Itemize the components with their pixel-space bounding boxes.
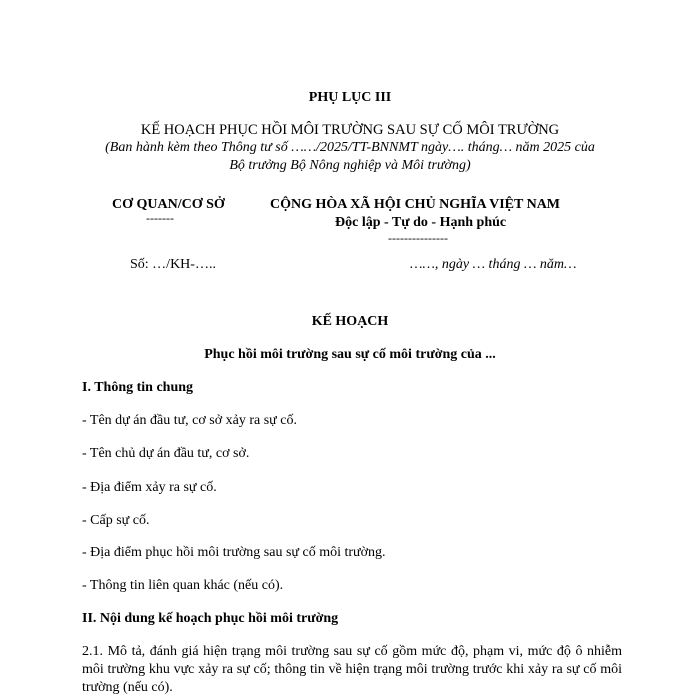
issuance-note-line1: (Ban hành kèm theo Thông tư số ……/2025/TT-BNNMT ngày…. tháng… năm 2025 của bbox=[105, 140, 595, 155]
national-motto: Độc lập - Tự do - Hạnh phúc bbox=[335, 215, 507, 230]
section-1-item: - Cấp sự cố. bbox=[82, 513, 150, 528]
section-1-item: - Địa điểm phục hồi môi trường sau sự cố môi trường. bbox=[82, 545, 386, 560]
agency-name: CƠ QUAN/CƠ SỞ bbox=[112, 197, 225, 212]
plan-subject: Phục hồi môi trường sau sự cố môi trường của ... bbox=[204, 347, 496, 362]
motto-divider: --------------- bbox=[388, 231, 448, 245]
section-1-item: - Địa điểm xảy ra sự cố. bbox=[82, 480, 217, 495]
agency-divider: ------- bbox=[146, 211, 174, 225]
section-2-heading: II. Nội dung kế hoạch phục hồi môi trường bbox=[82, 611, 339, 626]
issuance-note-line2: Bộ trưởng Bộ Nông nghiệp và Môi trường) bbox=[229, 158, 471, 173]
section-1-heading: I. Thông tin chung bbox=[82, 380, 194, 395]
section-2-1-paragraph: 2.1. Mô tả, đánh giá hiện trạng môi trường sau sự cố gồm mức độ, phạm vi, mức độ ô nhiễm môi trường khu vực xảy ra sự cố; thông tin về hiện trạng môi trường trước khi xảy ra sự cố môi trường (nếu có). bbox=[82, 644, 622, 695]
country-name: CỘNG HÒA XÃ HỘI CHỦ NGHĨA VIỆT NAM bbox=[270, 197, 561, 212]
document-main-title: KẾ HOẠCH PHỤC HỒI MÔI TRƯỜNG SAU SỰ CỐ MÔI TRƯỜNG bbox=[140, 122, 560, 138]
appendix-label: PHỤ LỤC III bbox=[308, 90, 392, 105]
plan-title: KẾ HOẠCH bbox=[311, 314, 389, 329]
section-1-item: - Thông tin liên quan khác (nếu có). bbox=[82, 578, 284, 593]
section-1-item: - Tên dự án đầu tư, cơ sở xảy ra sự cố. bbox=[82, 413, 297, 428]
document-number: Số: …/KH-….. bbox=[130, 257, 216, 272]
place-date-line: ……, ngày … tháng … năm… bbox=[410, 257, 577, 272]
section-1-item: - Tên chủ dự án đầu tư, cơ sở. bbox=[82, 446, 250, 461]
